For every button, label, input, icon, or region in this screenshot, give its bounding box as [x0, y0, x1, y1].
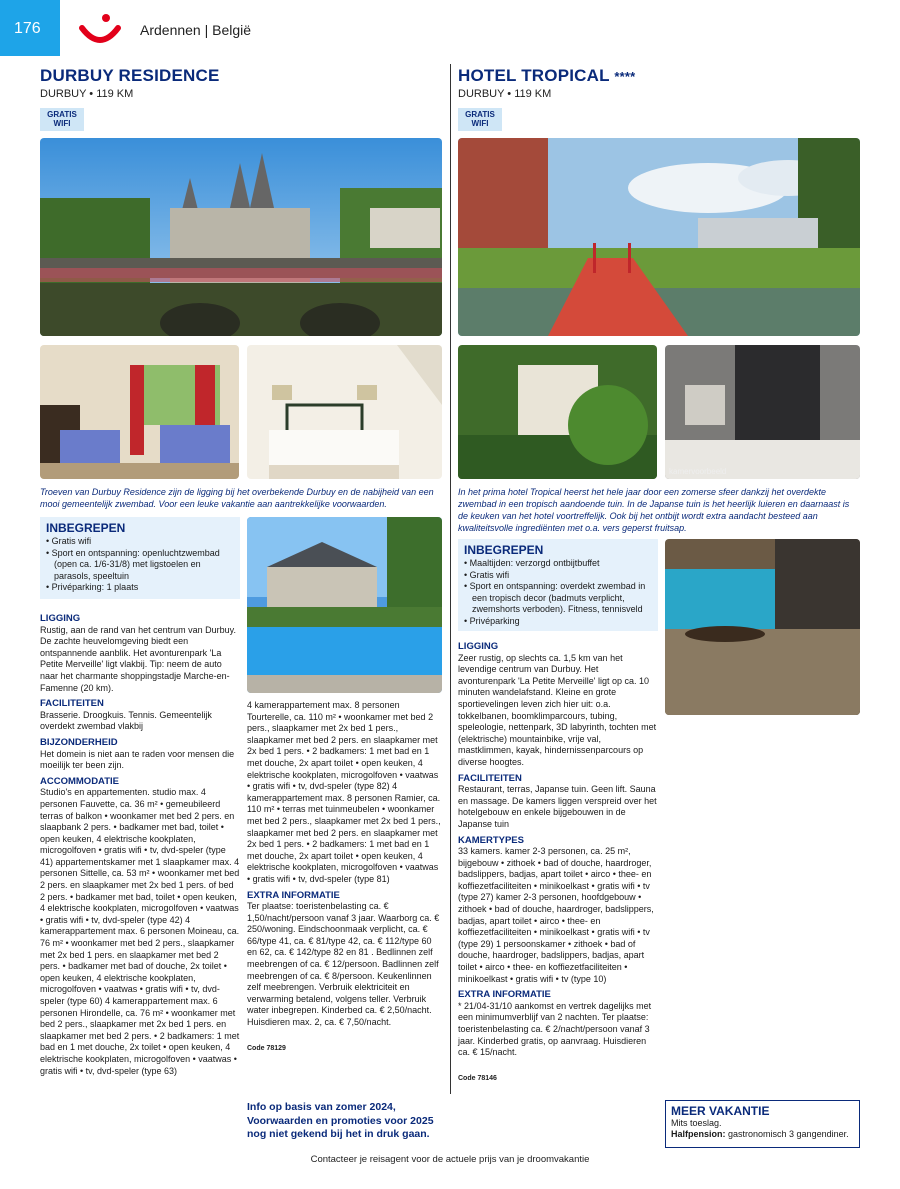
indoor-pool-photo: [665, 539, 860, 715]
durbuy-residence-title: DURBUY RESIDENCE: [40, 66, 220, 85]
halfpension-label: Halfpension:: [671, 1129, 726, 1139]
extra-info-text: Ter plaatse: toeristenbelasting ca. € 1,50/nacht/persoon vanaf 3 jaar. Waarborg ca. € 250/woning. Eindschoonmaak verplicht, ca. € 66/type 41, ca. € 81/type 42, ca. € 112/type 60 en 62, ca. € 142/type 82 en 81 . Bedlinnen zelf meebrengen of ca. € 12/persoon. Badlinnen zelf meebrengen of ca. € 8/persoon. Keukenlinnen zelf meebrengen. Verbruik elektriciteit en verwarming betalend, volgens teller. Verbruik water inbegrepen. Kinderbed ca. € 2,50/nacht. Huisdieren max. 2, ca. € 7,50/nacht.: [247, 901, 440, 1028]
halfpension-text: gastronomisch 3 gangendiner.: [725, 1129, 849, 1139]
inbegrepen-item: • Sport en ontspanning: openluchtzwembad (open ca. 1/6-31/8) met ligstoelen en parasols, speeltuin: [46, 547, 220, 581]
star-rating: ****: [614, 69, 636, 84]
inbegrepen-item: • Privéparking: [464, 615, 520, 626]
inbegrepen-item: • Maaltijden: verzorgd ontbijtbuffet: [464, 558, 600, 568]
meer-vakantie-line1: Mits toeslag.: [671, 1118, 722, 1128]
extra-info-text: * 21/04-31/10 aankomst en vertrek dagelijks met een minimumverblijf van 2 nachten. Ter plaatse: toeristenbelasting ca. € 2/nacht/persoon vanaf 3 jaar. Kinderbed gratis, op aanvraag. Huisdieren ca. € 15/nacht.: [458, 1000, 652, 1058]
garden-building-photo: [458, 345, 657, 479]
meer-vakantie-box: [665, 1100, 860, 1148]
meer-vakantie-line2: [671, 1129, 854, 1140]
appartement-types-text: 4 kamerappartement max. 8 personen Tourterelle, ca. 110 m² • woonkamer met bed 2 pers., slaapkamer met 2x bed 1 pers., slaapkamer met bed 2 pers. en slaapkamer met 2x bed 1 pers. • 2 badkamers: 1 met bad en 1 met douche, 2x apart toilet • open keuken, 4 elektrische kookplaten, microgolfoven • vaatwas • gratis wifi • tv, dvd-speler (type 82) 4 kamerappartement max. 8 personen Ramier, ca. 110 m² • terras met tuinmeubelen • woonkamer met bed 2 pers., slaapkamer met 2x bed 1 pers., slaapkamer met bed 2 pers. en slaapkamer met 2x bed 1 pers. • 2 badkamers: 1 met bad en 1 met douche, 2x apart toilet • open keuken, 4 elektrische kookplaten, microgolfoven • vaatwas • gratis wifi • tv, dvd-speler (type 81): [247, 700, 441, 884]
bedroom-photo: [247, 345, 442, 479]
ligging-heading: LIGGING: [458, 641, 499, 652]
meer-vakantie-heading: MEER VAKANTIE: [671, 1104, 770, 1118]
faciliteiten-text: Restaurant, terras, Japanse tuin. Geen lift. Sauna en massage. De kamers liggen verspreid over het hotelgebouw en enkele bijgebouwen in de Japanse tuin: [458, 784, 657, 829]
living-room-photo: [40, 345, 239, 479]
hotel-inbegrepen-box: [458, 539, 658, 631]
bijzonderheid-heading: BIJZONDERHEID: [40, 736, 118, 748]
product-code: Code 78129: [247, 1044, 286, 1052]
inbegrepen-heading: INBEGREPEN: [464, 543, 544, 557]
inbegrepen-item: • Gratis wifi: [46, 536, 92, 546]
ligging-heading: LIGGING: [40, 613, 81, 624]
hotel-tropical-subtitle: DURBUY • 119 KM: [458, 88, 552, 100]
durbuy-details-col2: [247, 700, 442, 1054]
column-divider: [450, 64, 451, 1094]
durbuy-inbegrepen-box: [40, 517, 240, 599]
inbegrepen-heading: INBEGREPEN: [46, 521, 126, 535]
faciliteiten-heading: FACILITEITEN: [458, 772, 522, 784]
footer-note: Contacteer je reisagent voor de actuele prijs van je droomvakantie: [310, 1154, 590, 1165]
page-number: 176: [0, 0, 60, 56]
hotel-tropical-title: [458, 66, 635, 86]
hotel-room-photo: [665, 345, 860, 479]
durbuy-castle-photo: [40, 138, 442, 336]
inbegrepen-item: • Gratis wifi: [464, 569, 510, 580]
bijzonderheid-text: Het domein is niet aan te raden voor mensen die moeilijk ter been zijn.: [40, 748, 235, 771]
info-notice: Info op basis van zomer 2024, Voorwaarden en promoties voor 2025 nog niet gekend bij het in druk gaan.: [247, 1101, 434, 1140]
accommodatie-text: Studio's en appartementen. studio max. 4 personen Fauvette, ca. 36 m² • gemeubileerd terras of balkon • woonkamer met bed 2 pers. en slaapbank 2 pers. • badkamer met bad, toilet • open keuken, 4 elektrische kookplaten, microgolfoven • gratis wifi • tv, dvd-speler (type 41) appartementskamer met 1 slaapkamer max. 4 personen Sittelle, ca. 53 m² • woonkamer met bed 2 pers. en slaapkamer met 2x bed 1 pers. of bed 2 pers. • badkamer met bad, toilet • open keuken, 4 elektrische kookplaten, microgolfoven • vaatwas • gratis wifi • tv, dvd-speler (type 42) 4 kamerappartement max. 6 personen Moineau, ca. 76 m² • woonkamer met bed 2 pers., slaapkamer met 2x bed 1 pers. en slaapkamer met bed 2 pers. • badkamer met bad of douche, 2x toilet • open keuken, 4 elektrische kookplaten, microgolfoven • vaatwas • gratis wifi • tv, dvd-speler (type 60) 4 kamerappartement max. 6 personen Hirondelle, ca. 76 m² • woonkamer met bed 2 pers., slaapkamer met 2x bed 1 pers. en slaapkamer met bed 2 pers. • 2 badkamers: 1 met bad en 1 met douche, 2x toilet • open keuken, 4 elektrische kookplaten, microgolfoven • vaatwas • gratis wifi • tv, dvd-speler (type 63): [40, 787, 240, 1076]
ligging-text: Rustig, aan de rand van het centrum van Durbuy. De zachte heuvelomgeving biedt een ontspannende aanblik. Het avonturenpark 'La Petite Merveille' ligt vlakbij. Tip: neem de auto naar het charmante shoppingstadje Marche-en-Famenne (20 km).: [40, 624, 236, 693]
durbuy-caption: Troeven van Durbuy Residence zijn de ligging bij het overbekende Durbuy en de nabijheid van een mooi gemeentelijk zwembad. Voor een leuke vakantie aan aantrekkelijke voorwaarden.: [40, 487, 434, 509]
durbuy-residence-subtitle: DURBUY • 119 KM: [40, 88, 134, 100]
faciliteiten-heading: FACILITEITEN: [40, 698, 104, 710]
free-wifi-badge: GRATIS WIFI: [458, 108, 502, 131]
tui-logo-icon: [78, 12, 122, 48]
inbegrepen-item: • Sport en ontspanning: overdekt zwembad in een tropisch decor (badmuts verplicht, zwemshorts verboden). Fitness, tennisveld: [464, 581, 646, 614]
room-example-label: kamervoorbeeld: [669, 467, 727, 476]
kamertypes-heading: KAMERTYPES: [458, 834, 524, 846]
hotel-details: [458, 637, 658, 1084]
hotel-caption: In het prima hotel Tropical heerst het hele jaar door een zomerse sfeer dankzij het overdekte zwembad in een tropisch aandoende tuin. In de Japanse tuin is het heerlijk luieren en daarnaast is de keuken van het hotel voortreffelijk. Ook bij het ontbijt wordt extra aandacht besteed aan kwaliteitsvolle ingrediënten met o.a. vers geperst fruitsap.: [458, 487, 850, 533]
japanese-garden-photo: [458, 138, 860, 336]
hotel-title-text: HOTEL TROPICAL: [458, 66, 610, 85]
ligging-text: Zeer rustig, op slechts ca. 1,5 km van het levendige centrum van Durbuy. Het avonturenpark 'La Petite Merveille' ligt op ca. 10 minuten wandelafstand. Kleine en grote sportievelingen leven zich hier uit: o.a. tokkelbanen, boomklimparcours, tubing, speleologie, nettenpark, 3D labyrinth, tochten met (elektrische) mountainbike, vrije val, mastklimmen, kayak, hindernissenparcours op diverse hoogtes.: [458, 652, 657, 767]
breadcrumb: Ardennen | België: [140, 22, 252, 38]
free-wifi-badge: GRATIS WIFI: [40, 108, 84, 131]
durbuy-details-col1: [40, 609, 240, 1077]
extra-info-heading: EXTRA INFORMATIE: [247, 889, 340, 901]
product-code: Code 78146: [458, 1074, 497, 1082]
pool-photo: [247, 517, 442, 693]
accommodatie-heading: ACCOMMODATIE: [40, 775, 119, 787]
inbegrepen-item: • Privéparking: 1 plaats: [46, 582, 139, 592]
extra-info-heading: EXTRA INFORMATIE: [458, 989, 551, 1001]
faciliteiten-text: Brasserie. Droogkuis. Tennis. Gemeentelijk overdekt zwembad vlakbij: [40, 709, 212, 732]
kamertypes-text: 33 kamers. kamer 2-3 personen, ca. 25 m², bijgebouw • zithoek • bad of douche, haardroger, badslippers, badjas, apart toilet • airco • thee- en koffiezetfaciliteiten • minikoelkast • gratis wifi • tv (type 27) kamer 2-3 personen, hoofdgebouw • zithoek • bad of douche, haardroger, badslippers, badjas, apart toilet • airco • thee- en koffiezetfaciliteiten • minikoelkast • gratis wifi • tv (type 29) 1 persoonskamer • zithoek • bad of douche, haardroger, badslippers, badjas, apart toilet • airco • thee- en koffiezetfaciliteiten • minikoelkast • gratis wifi • tv (type 10): [458, 846, 654, 984]
